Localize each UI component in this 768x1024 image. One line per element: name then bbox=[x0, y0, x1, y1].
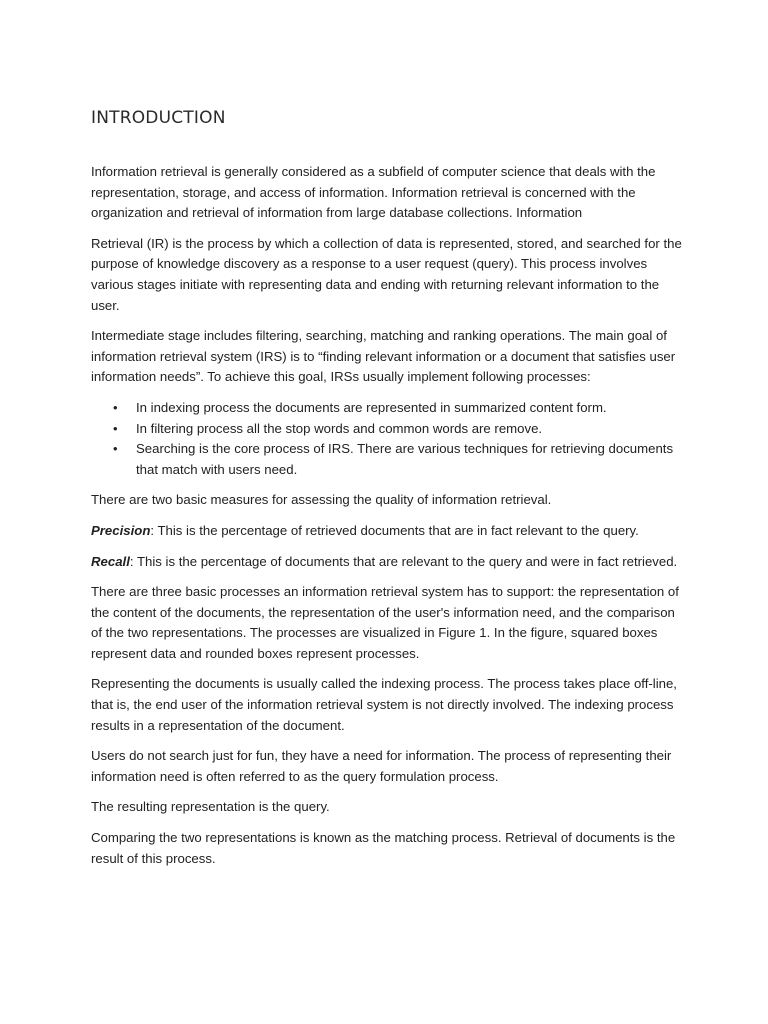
paragraph-8: The resulting representation is the query. bbox=[91, 799, 330, 815]
recall-text: : This is the percentage of documents that are relevant to the query and were in fact retrieved. bbox=[129, 553, 678, 569]
paragraph-9: Comparing the two representations is known as the matching process. Retrieval of documents is the result of this process. bbox=[91, 830, 676, 866]
section-heading: INTRODUCTION bbox=[91, 108, 226, 128]
list-item bbox=[91, 439, 683, 480]
paragraph-1: Information retrieval is generally considered as a subfield of computer science that deals with the representation, storage, and access of information. Information retrieval is concerned with the organization and retrieval of information from large database collections. Information bbox=[91, 164, 656, 221]
list-item bbox=[91, 419, 683, 440]
recall-definition bbox=[91, 552, 683, 573]
list-item-text: In indexing process the documents are represented in summarized content form. bbox=[136, 399, 607, 415]
paragraph-4: There are two basic measures for assessing the quality of information retrieval. bbox=[91, 492, 552, 508]
precision-term: Precision bbox=[91, 522, 151, 538]
precision-definition bbox=[91, 521, 683, 542]
precision-text: : This is the percentage of retrieved documents that are in fact relevant to the query. bbox=[150, 522, 639, 538]
process-list bbox=[91, 398, 683, 480]
paragraph-7: Users do not search just for fun, they have a need for information. The process of representing their information need is often referred to as the query formulation process. bbox=[91, 748, 672, 784]
paragraph-3: Intermediate stage includes filtering, searching, matching and ranking operations. The main goal of information retrieval system (IRS) is to “finding relevant information or a document that satisfies user information needs”. To achieve this goal, IRSs usually implement following processes: bbox=[91, 328, 676, 385]
list-item bbox=[91, 398, 683, 419]
paragraph-6: Representing the documents is usually called the indexing process. The process takes place off-line, that is, the end user of the information retrieval system is not directly involved. The indexing process results in a representation of the document. bbox=[91, 676, 677, 733]
list-item-text: In filtering process all the stop words and common words are remove. bbox=[136, 420, 543, 436]
document-page bbox=[91, 108, 683, 879]
paragraph-5: There are three basic processes an information retrieval system has to support: the representation of the content of the documents, the representation of the user's information need, and the comparison of the two representations. The processes are visualized in Figure 1. In the figure, squared boxes represent data and rounded boxes represent processes. bbox=[91, 584, 679, 661]
paragraph-2: Retrieval (IR) is the process by which a collection of data is represented, stored, and searched for the purpose of knowledge discovery as a response to a user request (query). This process involves various stages initiate with representing data and ending with returning relevant information to the user. bbox=[91, 235, 682, 313]
list-item-text: Searching is the core process of IRS. There are various techniques for retrieving documents that match with users need. bbox=[136, 441, 674, 477]
bullet-icon: • bbox=[113, 399, 118, 415]
recall-term: Recall bbox=[91, 553, 130, 569]
bullet-icon: • bbox=[113, 441, 118, 457]
bullet-icon: • bbox=[113, 420, 118, 436]
